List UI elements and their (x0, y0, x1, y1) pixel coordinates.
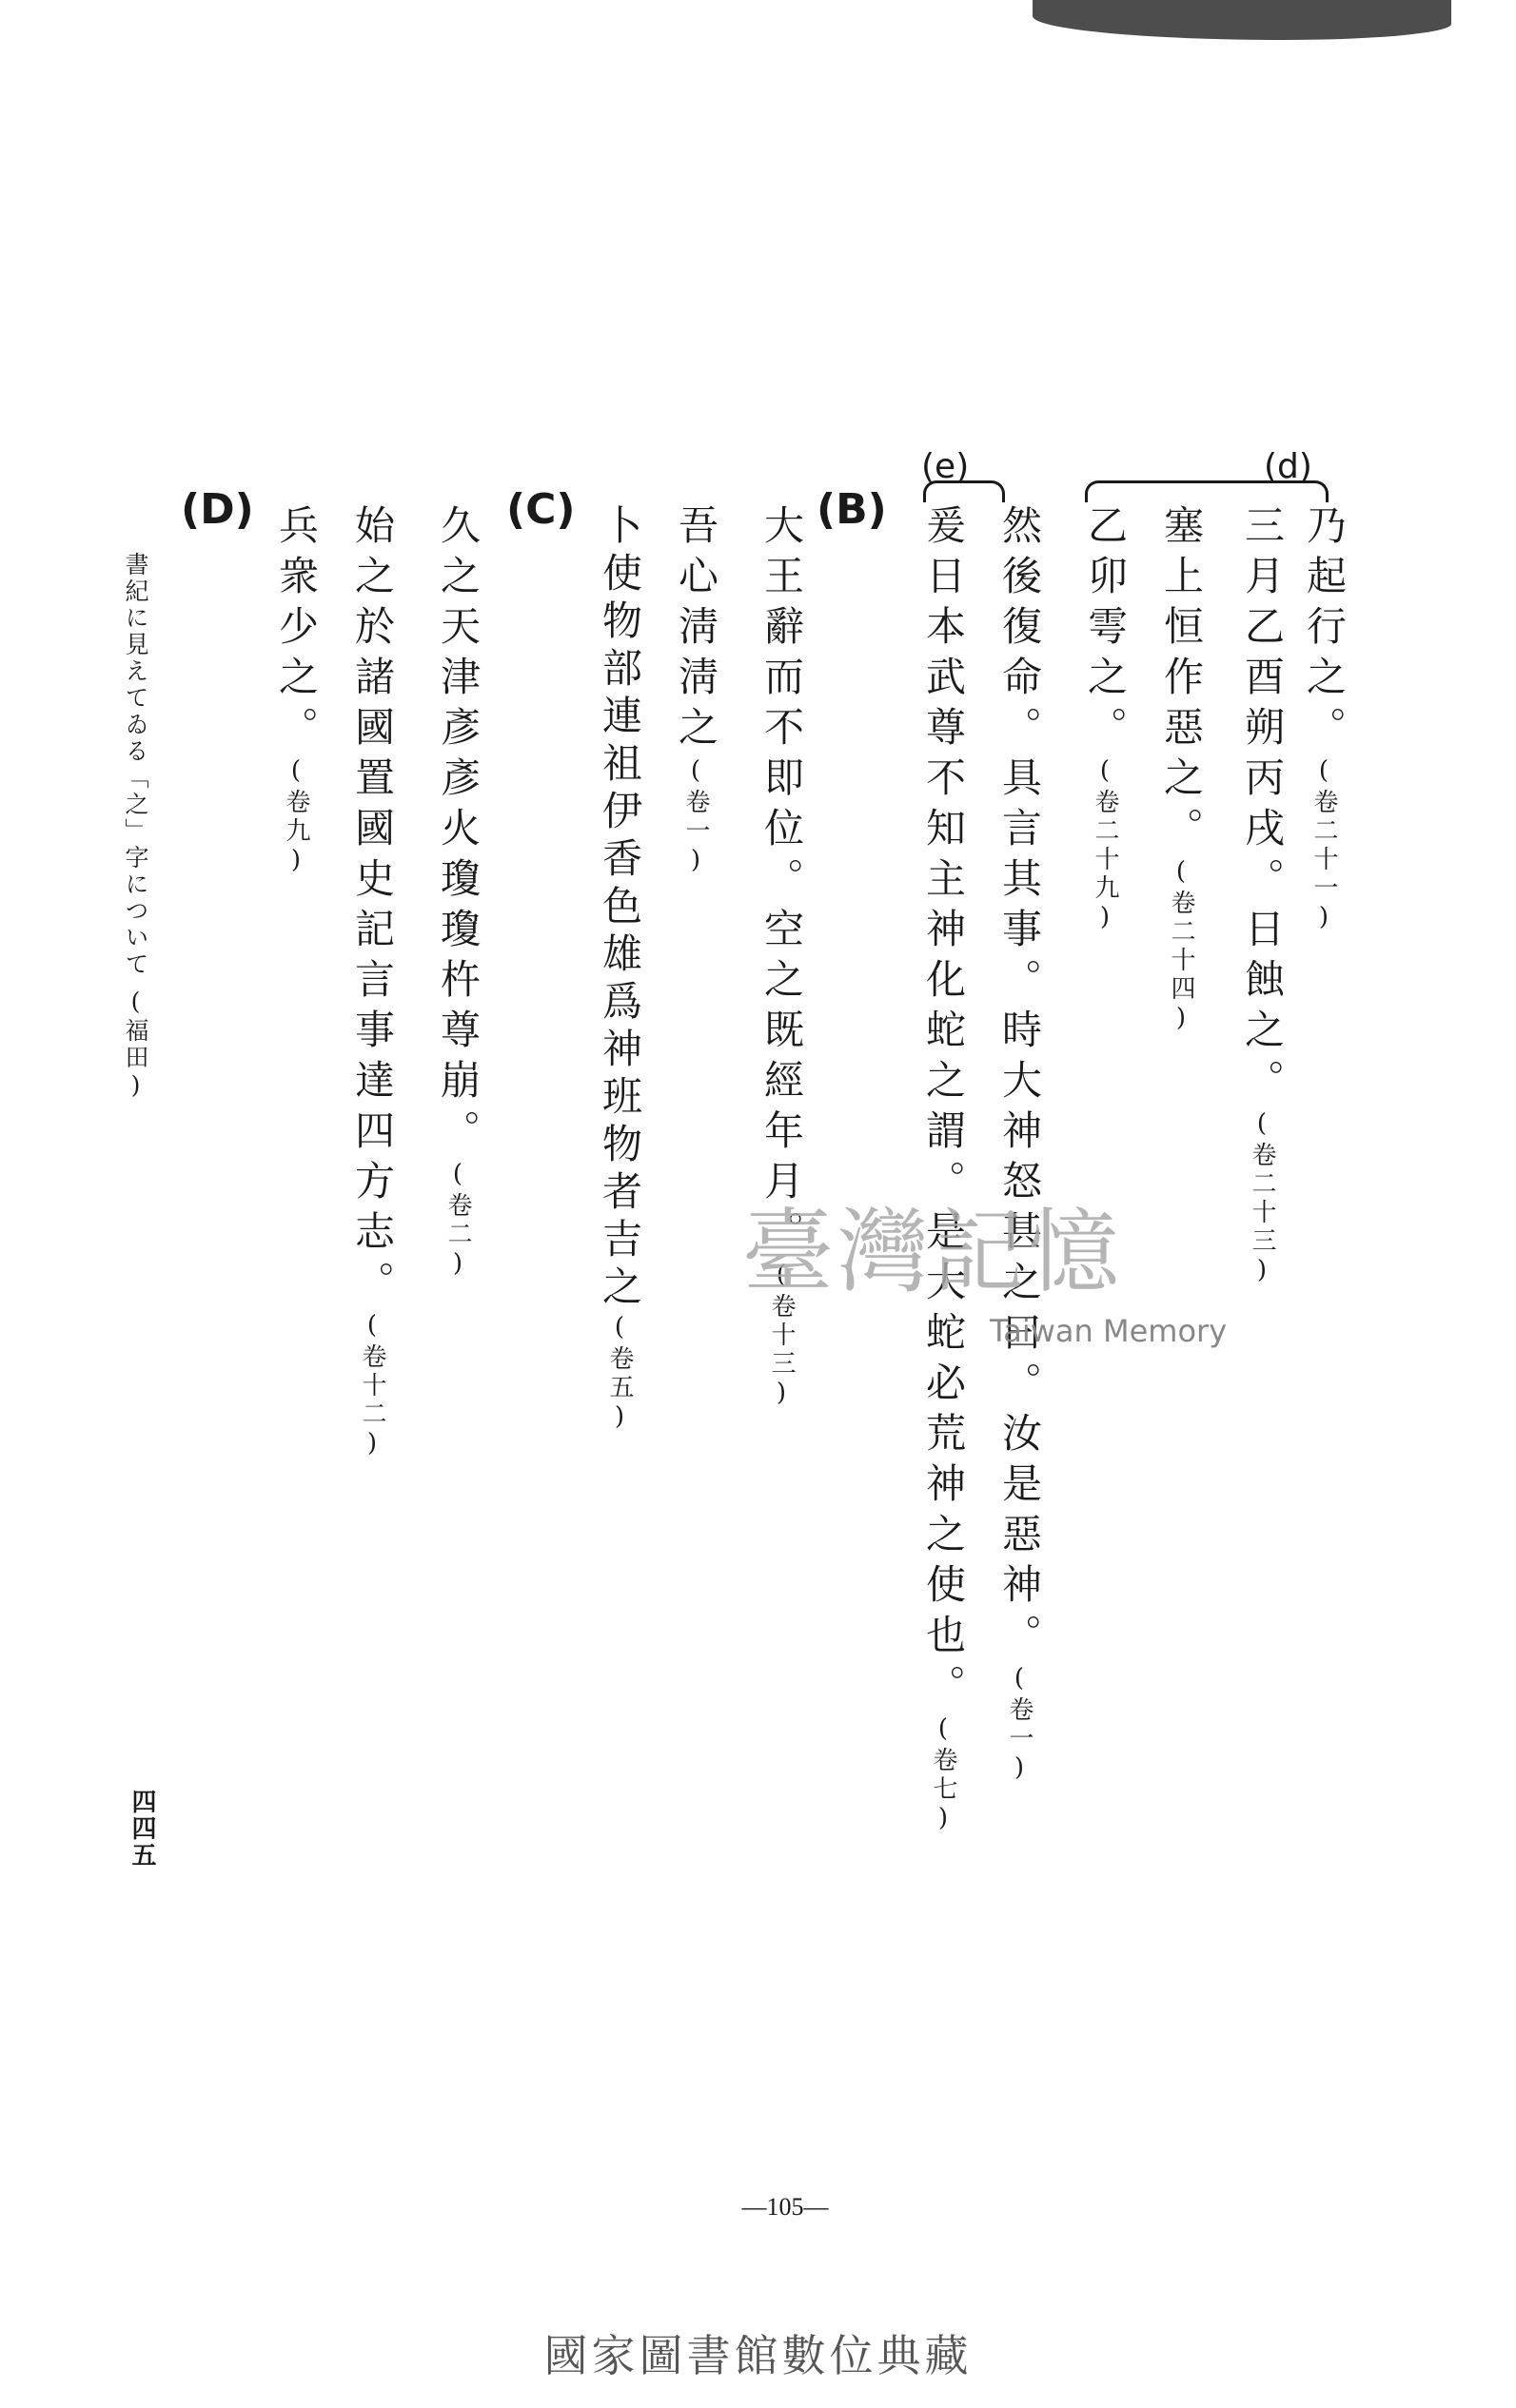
bracket-e (923, 480, 1005, 502)
page-number: —105— (741, 2193, 829, 2221)
text-column-7: 大王辭而不即位。空之既經年月。(卷十三) (758, 504, 805, 1411)
text-column-3: 塞上恒作惡之。(卷二十四) (1158, 504, 1205, 1036)
watermark-subtitle: Taiwan Memory (990, 1313, 1228, 1349)
text-column-12: 兵衆少之。(卷九) (273, 504, 320, 878)
text-column-1: 乃起行之。(卷二十一) (1301, 504, 1348, 935)
side-page-number: 四四五 (128, 1789, 156, 1869)
label-B: (B) (817, 485, 887, 534)
bracket-d (1085, 480, 1329, 502)
running-head: 書紀に見えてゐる「之」字について(福田) (122, 552, 149, 1102)
text-column-2: 三月乙酉朔丙戌。日蝕之。(卷二十三) (1239, 504, 1286, 1288)
label-C: (C) (506, 485, 576, 534)
text-column-6: 爰日本武尊不知主神化蛇之謂。是大蛇必荒神之使也。(卷七) (920, 504, 967, 1836)
watermark-title: 臺灣記憶 (742, 1199, 1123, 1305)
label-e: (e) (921, 447, 970, 486)
text-column-9: 卜使物部連祖伊香色雄爲神班物者吉之(卷五) (597, 504, 643, 1435)
text-column-4: 乙卯雩之。(卷二十九) (1082, 504, 1129, 935)
scan-smudge (1033, 0, 1451, 40)
label-D: (D) (181, 485, 254, 534)
text-column-8: 吾心淸淸之(卷一) (673, 504, 719, 878)
text-column-11: 始之於諸國置國史記言事達四方志。(卷十二) (349, 504, 396, 1461)
label-d: (d) (1264, 447, 1312, 486)
text-column-5: 然後復命。具言其事。時大神怒甚之曰。汝是惡神。(卷一) (996, 504, 1043, 1786)
footer-caption: 國家圖書館數位典藏 (543, 2330, 973, 2381)
watermark (742, 1180, 1275, 1361)
text-column-10: 久之天津彥彥火瓊瓊杵尊崩。(卷二) (435, 504, 482, 1282)
